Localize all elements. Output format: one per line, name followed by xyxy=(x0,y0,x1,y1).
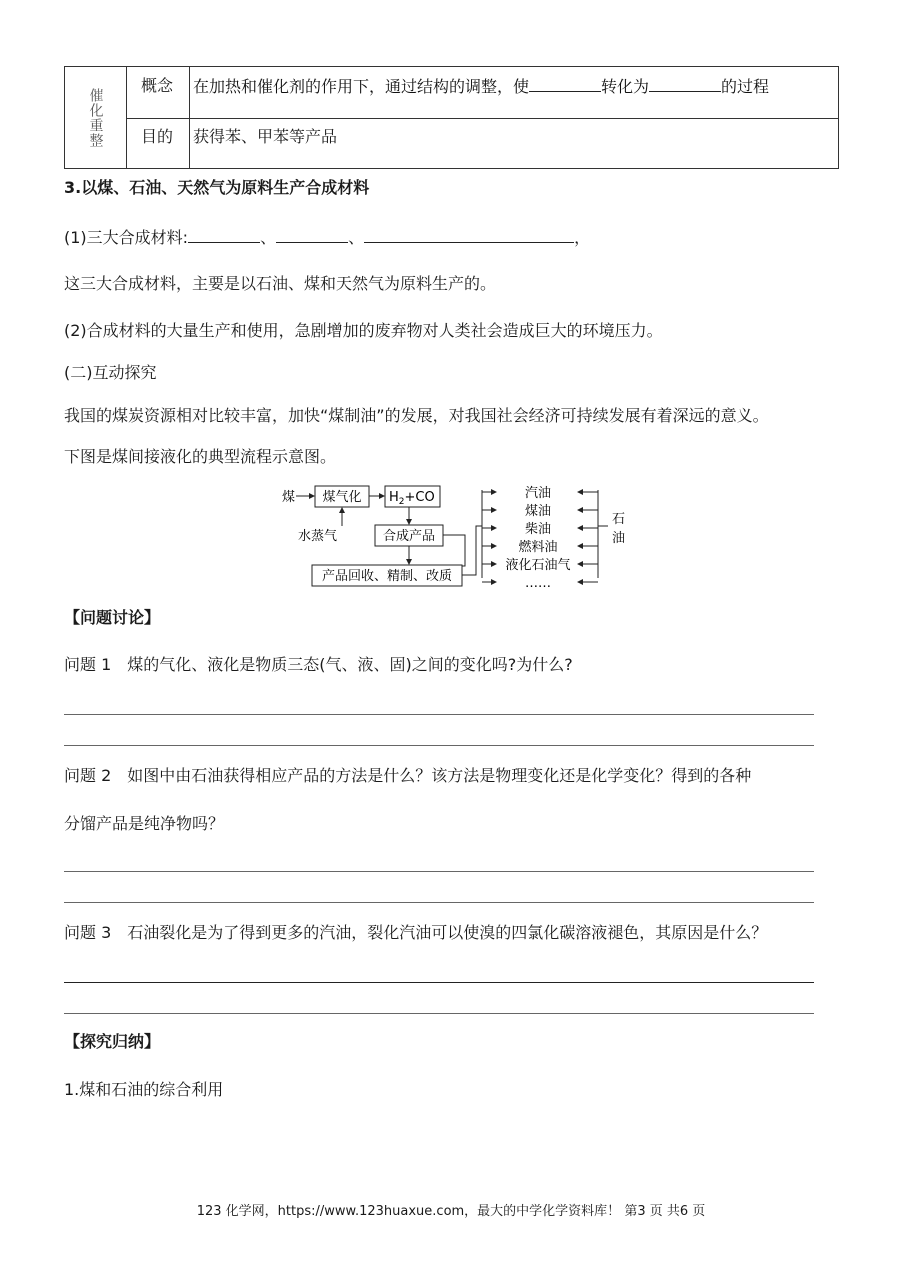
answer-line[interactable] xyxy=(64,1013,814,1014)
table-row-divider xyxy=(126,118,838,119)
syngas-label: $H_2+CO$ xyxy=(389,490,435,507)
table-row-content: 在加热和催化剂的作用下，通过结构的调整，使 转化为 的过程 xyxy=(193,77,770,96)
question-3: 问题 3 石油裂化是为了得到更多的汽油，裂化汽油可以使溴的四氯化碳溶液褪色，其原因是什么？ xyxy=(64,923,768,942)
table-row-content: 获得苯、甲苯等产品 xyxy=(193,127,338,146)
refining-label: 产品回收、精制、改质 xyxy=(321,569,453,584)
section-heading: 【探究归纳】 xyxy=(64,1032,161,1051)
synthetic-materials-question: (1)三大合成材料: 、 、 ， xyxy=(64,228,591,247)
section-title: 3.以煤、石油、天然气为原料生产合成材料 xyxy=(64,178,370,197)
answer-line[interactable] xyxy=(64,902,814,903)
fill-blank[interactable] xyxy=(188,226,260,243)
fill-blank[interactable] xyxy=(649,75,721,92)
table-row-label: 目的 xyxy=(141,127,174,146)
question-1: 问题 1 煤的气化、液化是物质三态(气、液、固)之间的变化吗?为什么? xyxy=(64,655,573,674)
gasification-label: 煤气化 xyxy=(322,490,362,505)
coal-liquefaction-flow-diagram xyxy=(270,478,640,590)
answer-line[interactable] xyxy=(64,714,814,715)
fill-blank[interactable] xyxy=(529,75,601,92)
table-group-label: 催化重整 xyxy=(87,87,104,148)
steam-label: 水蒸气 xyxy=(298,529,338,544)
paragraph: 这三大合成材料，主要是以石油、煤和天然气为原料生产的。 xyxy=(64,274,497,293)
table-row-label: 概念 xyxy=(141,76,174,95)
petroleum-label: 石 xyxy=(612,512,626,527)
product-label: 汽油 xyxy=(524,486,552,501)
fill-blank[interactable] xyxy=(364,226,574,243)
section-item: 1.煤和石油的综合利用 xyxy=(64,1080,224,1099)
page-footer: 123 化学网，https://www.123huaxue.com，最大的中学化学资料库！ 第3 页 共6 页 xyxy=(196,1204,706,1219)
product-label: …… xyxy=(525,576,551,590)
paragraph: 下图是煤间接液化的典型流程示意图。 xyxy=(64,447,337,466)
fill-blank[interactable] xyxy=(276,226,348,243)
question-2-cont: 分馏产品是纯净物吗？ xyxy=(64,814,225,833)
paragraph: 我国的煤炭资源相对比较丰富，加快“煤制油”的发展，对我国社会经济可持续发展有着深远的意义。 xyxy=(64,406,769,425)
section-heading: (二)互动探究 xyxy=(64,363,157,382)
synthesis-label: 合成产品 xyxy=(382,529,436,544)
paragraph: (2)合成材料的大量生产和使用，急剧增加的废弃物对人类社会造成巨大的环境压力。 xyxy=(64,321,663,340)
petroleum-label: 油 xyxy=(612,531,626,546)
coal-label: 煤 xyxy=(282,490,296,505)
product-label: 煤油 xyxy=(524,504,552,519)
answer-line[interactable] xyxy=(64,982,814,983)
answer-line[interactable] xyxy=(64,871,814,872)
answer-line[interactable] xyxy=(64,745,814,746)
question-2: 问题 2 如图中由石油获得相应产品的方法是什么？该方法是物理变化还是化学变化？得到的各种 xyxy=(64,766,752,785)
product-label: 柴油 xyxy=(524,522,552,537)
product-label: 燃料油 xyxy=(518,540,558,555)
catalytic-reforming-table xyxy=(64,66,839,169)
section-heading: 【问题讨论】 xyxy=(64,608,161,627)
product-label: 液化石油气 xyxy=(505,558,571,573)
